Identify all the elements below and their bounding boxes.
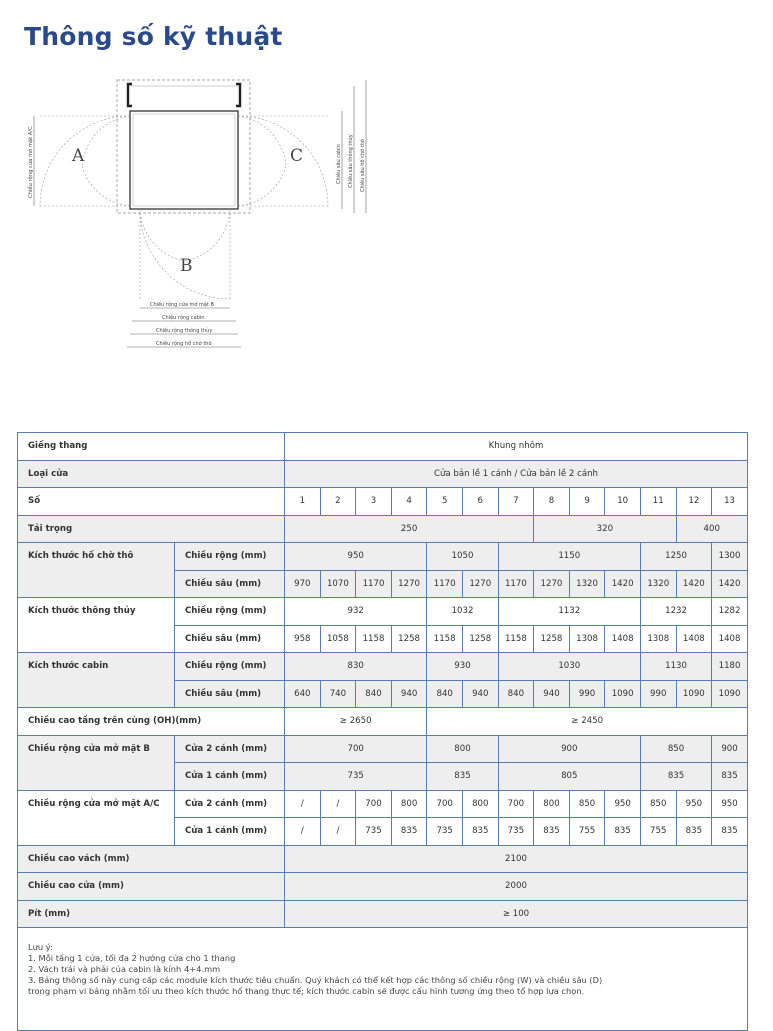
door-b-letter: B bbox=[180, 256, 193, 276]
cell-so: 1 bbox=[285, 488, 321, 516]
label-chieu-cao-vach: Chiều cao vách (mm) bbox=[18, 845, 285, 873]
cell-ac-one: 835 bbox=[605, 818, 641, 846]
cell-so: 13 bbox=[712, 488, 748, 516]
notes-box bbox=[18, 928, 748, 1031]
cell-cabin-depth: 940 bbox=[391, 680, 427, 708]
bottom-dim-label-4: Chiều rộng hố chờ thô bbox=[156, 341, 212, 347]
cell-ac-two: 850 bbox=[640, 790, 676, 818]
label-pit: Pít (mm) bbox=[18, 900, 285, 928]
bottom-dim-label-2: Chiều rộng cabin bbox=[162, 315, 205, 321]
cell-b-one: 835 bbox=[640, 763, 711, 791]
cell-ac-one: 735 bbox=[427, 818, 463, 846]
right-dim-label-2: Chiều sâu thông thủy bbox=[348, 134, 354, 188]
cell-so: 8 bbox=[534, 488, 570, 516]
cell-tt-depth: 1308 bbox=[569, 625, 605, 653]
cell-tt-width: 1282 bbox=[712, 598, 748, 626]
value-chieu-cao-cua: 2000 bbox=[285, 873, 748, 901]
row-gieng-thang bbox=[18, 433, 748, 461]
cell-oh: ≥ 2650 bbox=[285, 708, 427, 736]
label-cabin: Kích thước cabin bbox=[18, 653, 175, 708]
cell-so: 10 bbox=[605, 488, 641, 516]
value-pit: ≥ 100 bbox=[285, 900, 748, 928]
cell-tt-depth: 1408 bbox=[676, 625, 712, 653]
cell-ac-one: 735 bbox=[356, 818, 392, 846]
label-gieng-thang: Giếng thang bbox=[18, 433, 285, 461]
cell-cabin-depth: 840 bbox=[498, 680, 534, 708]
door-c-swing bbox=[238, 116, 328, 206]
cell-b-two: 700 bbox=[285, 735, 427, 763]
cell-tt-depth: 1408 bbox=[605, 625, 641, 653]
cell-tt-depth: 1058 bbox=[320, 625, 356, 653]
row-pit bbox=[18, 900, 748, 928]
cell-b-one: 735 bbox=[285, 763, 427, 791]
bottom-dim-label-1: Chiều rộng cửa mở mặt B bbox=[150, 302, 214, 308]
cell-tai-trong: 400 bbox=[676, 515, 747, 543]
cell-b-two: 900 bbox=[712, 735, 748, 763]
cell-ho-depth: 1420 bbox=[605, 570, 641, 598]
sublabel-b-two: Cửa 2 cánh (mm) bbox=[175, 735, 285, 763]
top-wall bbox=[128, 84, 240, 106]
row-tt-width bbox=[18, 598, 748, 626]
cell-ho-depth: 1420 bbox=[676, 570, 712, 598]
cell-tt-depth: 1308 bbox=[640, 625, 676, 653]
cell-cabin-depth: 640 bbox=[285, 680, 321, 708]
cell-so: 3 bbox=[356, 488, 392, 516]
cell-ac-two: 700 bbox=[356, 790, 392, 818]
cell-tt-depth: 1158 bbox=[427, 625, 463, 653]
cell-so: 11 bbox=[640, 488, 676, 516]
cell-ac-two: 700 bbox=[498, 790, 534, 818]
sublabel-tt-depth: Chiều sâu (mm) bbox=[175, 625, 285, 653]
cell-tt-width: 1232 bbox=[640, 598, 711, 626]
cell-tt-depth: 1158 bbox=[498, 625, 534, 653]
right-dim-label-1: Chiều sâu cabin bbox=[336, 144, 342, 184]
cell-oh: ≥ 2450 bbox=[427, 708, 748, 736]
cell-so: 6 bbox=[462, 488, 498, 516]
label-ho-cho-tho: Kích thước hố chờ thô bbox=[18, 543, 175, 598]
cell-ho-width: 1250 bbox=[640, 543, 711, 571]
value-chieu-cao-vach: 2100 bbox=[285, 845, 748, 873]
left-dim-label-text: Chiều rộng cửa mở mặt A/C bbox=[28, 126, 34, 198]
sublabel-cabin-width: Chiều rộng (mm) bbox=[175, 653, 285, 681]
cell-ho-depth: 1320 bbox=[569, 570, 605, 598]
cell-tt-depth: 1258 bbox=[534, 625, 570, 653]
cell-so: 5 bbox=[427, 488, 463, 516]
cell-cabin-depth: 990 bbox=[640, 680, 676, 708]
cell-tt-depth: 1258 bbox=[391, 625, 427, 653]
sublabel-cabin-depth: Chiều sâu (mm) bbox=[175, 680, 285, 708]
cell-cabin-width: 930 bbox=[427, 653, 498, 681]
cell-ac-two: / bbox=[320, 790, 356, 818]
label-so: Số bbox=[18, 488, 285, 516]
sublabel-ho-depth: Chiều sâu (mm) bbox=[175, 570, 285, 598]
row-b-two bbox=[18, 735, 748, 763]
row-ac-two bbox=[18, 790, 748, 818]
cell-ac-one: 835 bbox=[712, 818, 748, 846]
cell-ac-two: 950 bbox=[712, 790, 748, 818]
cell-tt-depth: 1158 bbox=[356, 625, 392, 653]
cell-ac-two: 800 bbox=[391, 790, 427, 818]
cell-tt-width: 932 bbox=[285, 598, 427, 626]
cell-ac-one: 755 bbox=[569, 818, 605, 846]
cell-cabin-depth: 940 bbox=[462, 680, 498, 708]
cell-cabin-depth: 840 bbox=[427, 680, 463, 708]
cell-ac-one: 835 bbox=[534, 818, 570, 846]
note-heading: Lưu ý: bbox=[28, 942, 53, 952]
cell-ho-depth: 1270 bbox=[462, 570, 498, 598]
row-oh bbox=[18, 708, 748, 736]
label-loai-cua: Loại cửa bbox=[18, 460, 285, 488]
sublabel-ac-one: Cửa 1 cánh (mm) bbox=[175, 818, 285, 846]
elevator-plan-diagram bbox=[20, 76, 380, 356]
cell-tt-depth: 1408 bbox=[712, 625, 748, 653]
cell-ac-two: / bbox=[285, 790, 321, 818]
cell-ac-two: 800 bbox=[462, 790, 498, 818]
row-loai-cua bbox=[18, 460, 748, 488]
cell-cabin-depth: 1090 bbox=[712, 680, 748, 708]
cell-cabin-depth: 940 bbox=[534, 680, 570, 708]
cell-ac-one: 835 bbox=[462, 818, 498, 846]
cell-ac-one: 835 bbox=[391, 818, 427, 846]
cell-ac-one: 735 bbox=[498, 818, 534, 846]
row-chieu-cao-cua bbox=[18, 873, 748, 901]
cell-cabin-width: 1130 bbox=[640, 653, 711, 681]
label-thong-thuy: Kích thước thông thủy bbox=[18, 598, 175, 653]
cell-ho-depth: 1070 bbox=[320, 570, 356, 598]
cell-ho-depth: 1170 bbox=[356, 570, 392, 598]
cabin-outline bbox=[130, 111, 238, 209]
label-cua-ac: Chiều rộng cửa mở mặt A/C bbox=[18, 790, 175, 845]
note-line: 1. Mỗi tầng 1 cửa, tối đa 2 hướng cửa cho 1 thang bbox=[28, 953, 236, 963]
value-gieng-thang: Khung nhôm bbox=[285, 433, 748, 461]
note-line: 3. Bảng thông số này cung cấp các module kích thước tiêu chuẩn. Quý khách có thể kết hợp các thông số chiều rộng (W) và chiều sâu (D) bbox=[28, 975, 603, 985]
cell-tt-depth: 958 bbox=[285, 625, 321, 653]
cell-cabin-width: 1030 bbox=[498, 653, 640, 681]
row-notes bbox=[18, 928, 748, 1031]
cell-cabin-depth: 1090 bbox=[605, 680, 641, 708]
cell-ac-two: 800 bbox=[534, 790, 570, 818]
row-so bbox=[18, 488, 748, 516]
cell-tt-width: 1032 bbox=[427, 598, 498, 626]
right-dim-label-3: Chiều sâu hố chờ thô bbox=[360, 139, 366, 192]
page-title: Thông số kỹ thuật bbox=[24, 22, 283, 51]
cell-ac-one: 835 bbox=[676, 818, 712, 846]
cell-ac-two: 950 bbox=[605, 790, 641, 818]
row-tai-trong bbox=[18, 515, 748, 543]
cell-so: 4 bbox=[391, 488, 427, 516]
cell-b-two: 850 bbox=[640, 735, 711, 763]
door-c-letter: C bbox=[290, 146, 304, 166]
cell-b-one: 835 bbox=[427, 763, 498, 791]
cell-tt-width: 1132 bbox=[498, 598, 640, 626]
cell-b-one: 805 bbox=[498, 763, 640, 791]
cell-ho-width: 1150 bbox=[498, 543, 640, 571]
cell-b-two: 800 bbox=[427, 735, 498, 763]
cell-ac-one: 755 bbox=[640, 818, 676, 846]
cell-ho-depth: 1320 bbox=[640, 570, 676, 598]
cell-ho-depth: 1270 bbox=[534, 570, 570, 598]
door-b-swing bbox=[140, 209, 230, 299]
cell-cabin-depth: 1090 bbox=[676, 680, 712, 708]
cell-b-one: 835 bbox=[712, 763, 748, 791]
cell-cabin-depth: 840 bbox=[356, 680, 392, 708]
cell-ho-depth: 1420 bbox=[712, 570, 748, 598]
cell-ac-one: / bbox=[320, 818, 356, 846]
row-cabin-width bbox=[18, 653, 748, 681]
cell-ho-width: 1050 bbox=[427, 543, 498, 571]
sublabel-ac-two: Cửa 2 cánh (mm) bbox=[175, 790, 285, 818]
cell-tai-trong: 320 bbox=[534, 515, 676, 543]
row-chieu-cao-vach bbox=[18, 845, 748, 873]
label-tai-trong: Tải trọng bbox=[18, 515, 285, 543]
note-line: 2. Vách trái và phải của cabin là kính 4+4.mm bbox=[28, 964, 221, 974]
spec-table bbox=[17, 432, 748, 1031]
label-cua-b: Chiều rộng cửa mở mặt B bbox=[18, 735, 175, 790]
cell-cabin-width: 830 bbox=[285, 653, 427, 681]
note-line: trong phạm vi bảng nhằm tối ưu theo kích thước hố thang thực tế; kích thước cabin sẽ được cấu hình tương ứng theo tổ hợp lựa chọn. bbox=[28, 986, 585, 996]
row-ho-width bbox=[18, 543, 748, 571]
cell-ho-depth: 1270 bbox=[391, 570, 427, 598]
door-a-letter: A bbox=[72, 146, 85, 166]
cell-ho-depth: 1170 bbox=[427, 570, 463, 598]
cell-ho-depth: 1170 bbox=[498, 570, 534, 598]
cell-b-two: 900 bbox=[498, 735, 640, 763]
sublabel-b-one: Cửa 1 cánh (mm) bbox=[175, 763, 285, 791]
cell-so: 7 bbox=[498, 488, 534, 516]
cell-ho-depth: 970 bbox=[285, 570, 321, 598]
cell-ho-width: 1300 bbox=[712, 543, 748, 571]
value-loai-cua: Cửa bản lề 1 cánh / Cửa bản lề 2 cánh bbox=[285, 460, 748, 488]
cell-ac-one: / bbox=[285, 818, 321, 846]
cell-so: 9 bbox=[569, 488, 605, 516]
cell-ho-width: 950 bbox=[285, 543, 427, 571]
door-a-swing bbox=[40, 116, 130, 206]
cell-so: 2 bbox=[320, 488, 356, 516]
cell-ac-two: 700 bbox=[427, 790, 463, 818]
cell-ac-two: 850 bbox=[569, 790, 605, 818]
cell-cabin-depth: 990 bbox=[569, 680, 605, 708]
cell-cabin-width: 1180 bbox=[712, 653, 748, 681]
label-chieu-cao-cua: Chiều cao cửa (mm) bbox=[18, 873, 285, 901]
cell-ac-two: 950 bbox=[676, 790, 712, 818]
label-oh: Chiều cao tầng trên cùng (OH)(mm) bbox=[18, 708, 285, 736]
cell-tt-depth: 1258 bbox=[462, 625, 498, 653]
sublabel-ho-width: Chiều rộng (mm) bbox=[175, 543, 285, 571]
bottom-dim-label-3: Chiều rộng thông thủy bbox=[156, 328, 213, 334]
sublabel-tt-width: Chiều rộng (mm) bbox=[175, 598, 285, 626]
cell-tai-trong: 250 bbox=[285, 515, 534, 543]
cell-cabin-depth: 740 bbox=[320, 680, 356, 708]
cell-so: 12 bbox=[676, 488, 712, 516]
